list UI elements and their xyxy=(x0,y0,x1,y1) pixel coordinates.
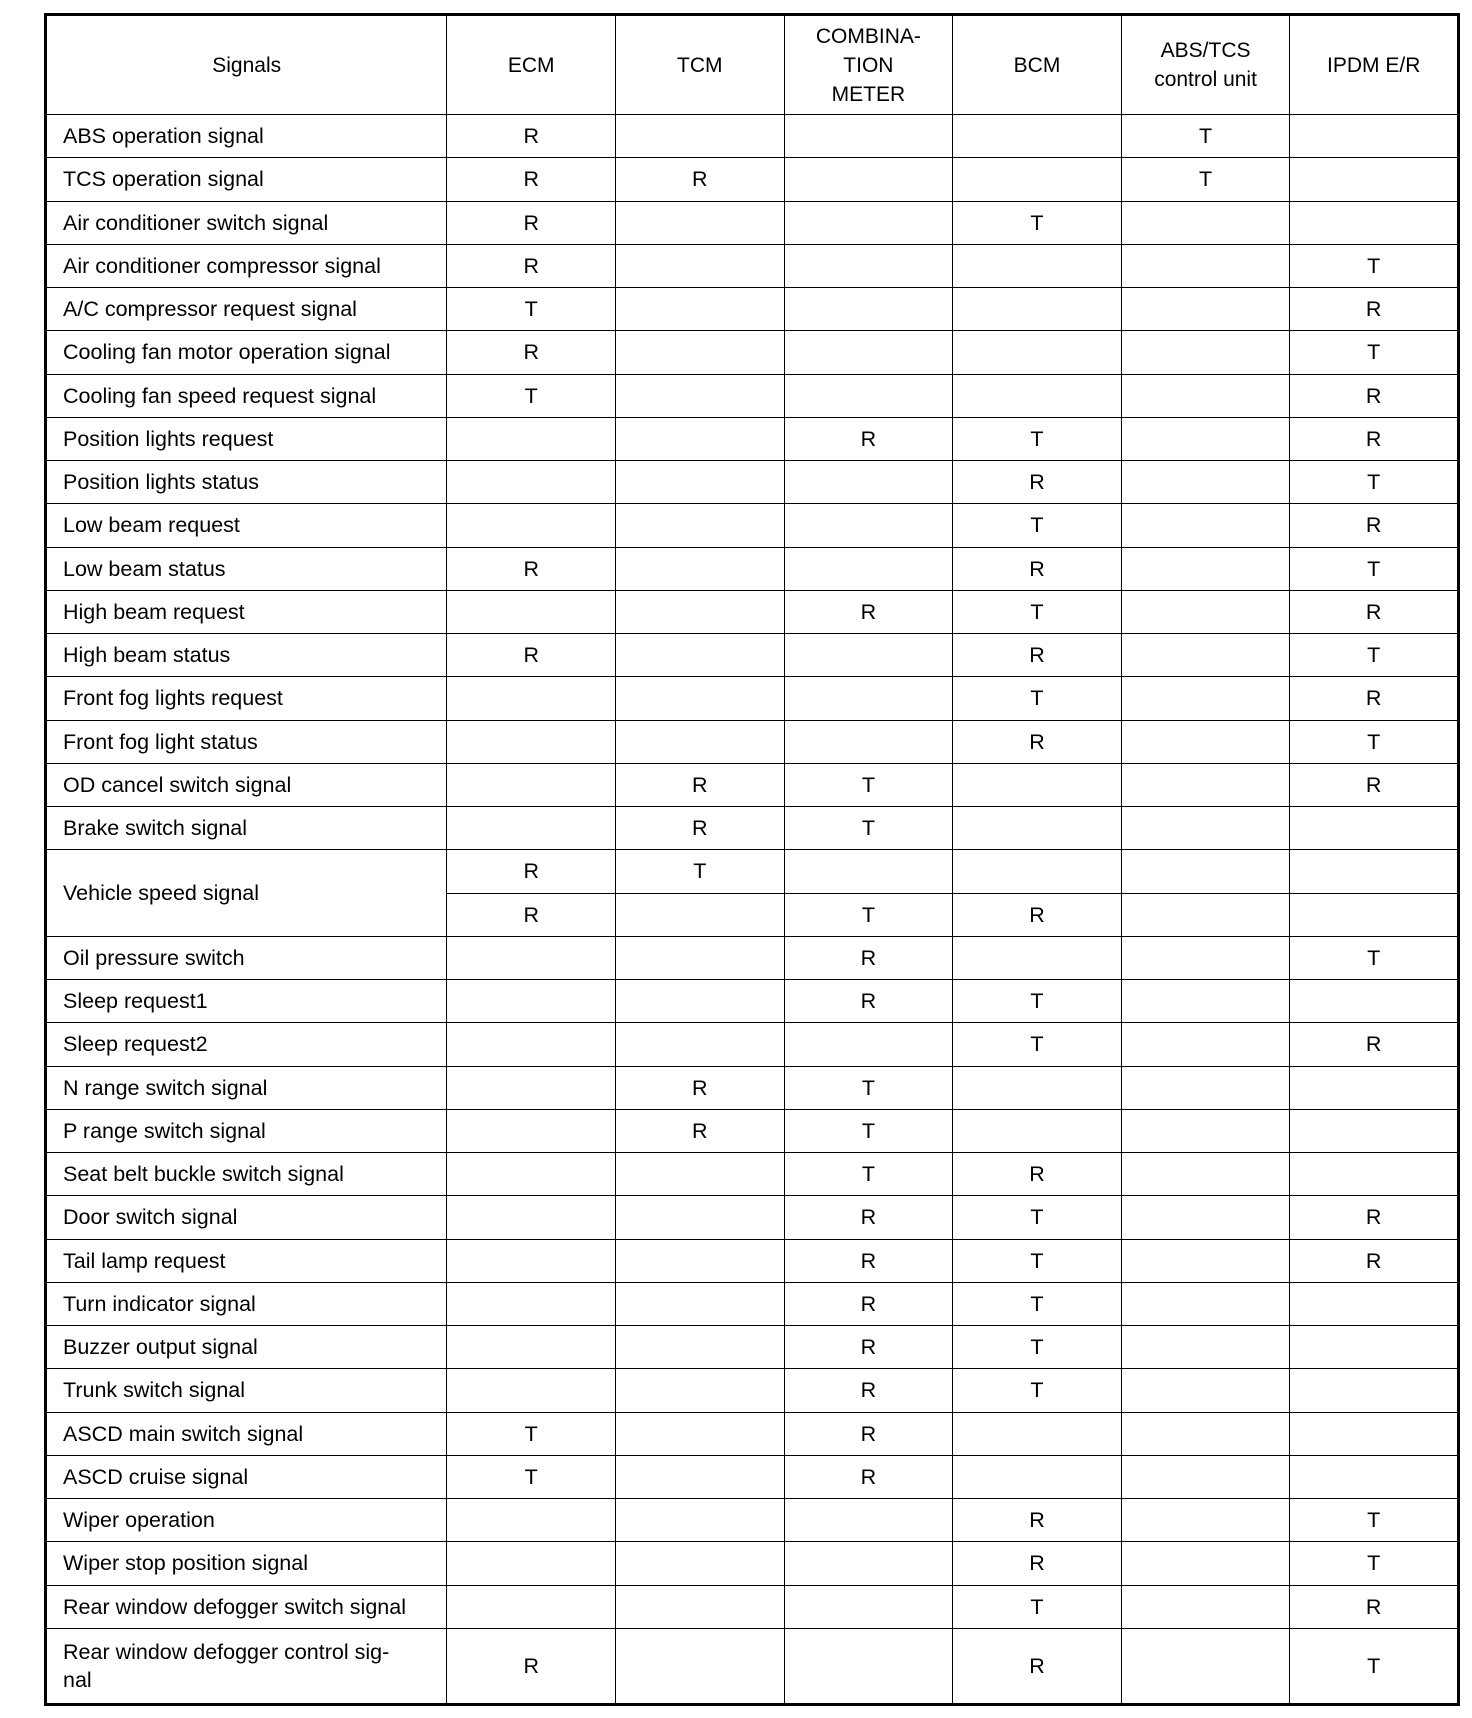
cell-tcm xyxy=(616,374,785,417)
cell-abs-tcs-control-unit xyxy=(1121,1326,1290,1369)
cell-abs-tcs-control-unit xyxy=(1121,1109,1290,1152)
cell-bcm xyxy=(953,936,1122,979)
header-bcm: BCM xyxy=(953,15,1122,115)
cell-ipdm-er: R xyxy=(1290,1196,1459,1239)
cell-bcm: T xyxy=(953,201,1122,244)
signal-name-cell: Air conditioner switch signal xyxy=(46,201,447,244)
cell-ecm: T xyxy=(447,1455,616,1498)
signal-name-cell: Cooling fan motor operation signal xyxy=(46,331,447,374)
table-row xyxy=(46,720,1459,763)
cell-abs-tcs-control-unit xyxy=(1121,1153,1290,1196)
signal-name-cell: Position lights request xyxy=(46,417,447,460)
cell-combination-meter xyxy=(784,1023,953,1066)
cell-abs-tcs-control-unit xyxy=(1121,374,1290,417)
table-row xyxy=(46,158,1459,201)
cell-combination-meter: R xyxy=(784,980,953,1023)
header-signals: Signals xyxy=(46,15,447,115)
table-body xyxy=(46,115,1459,1705)
cell-ipdm-er xyxy=(1290,893,1459,936)
cell-ecm: T xyxy=(447,288,616,331)
cell-tcm xyxy=(616,461,785,504)
cell-bcm xyxy=(953,1412,1122,1455)
cell-abs-tcs-control-unit xyxy=(1121,201,1290,244)
cell-tcm xyxy=(616,634,785,677)
cell-abs-tcs-control-unit xyxy=(1121,417,1290,460)
cell-ecm xyxy=(447,1153,616,1196)
cell-bcm: T xyxy=(953,1326,1122,1369)
cell-bcm: R xyxy=(953,461,1122,504)
signal-name-cell: Position lights status xyxy=(46,461,447,504)
signal-name-cell: Trunk switch signal xyxy=(46,1369,447,1412)
cell-ecm xyxy=(447,1326,616,1369)
cell-ipdm-er xyxy=(1290,1153,1459,1196)
cell-abs-tcs-control-unit xyxy=(1121,331,1290,374)
cell-abs-tcs-control-unit xyxy=(1121,936,1290,979)
cell-bcm: R xyxy=(953,1153,1122,1196)
table-row xyxy=(46,1282,1459,1325)
cell-ecm xyxy=(447,677,616,720)
cell-abs-tcs-control-unit: T xyxy=(1121,115,1290,158)
cell-ecm xyxy=(447,590,616,633)
cell-abs-tcs-control-unit xyxy=(1121,634,1290,677)
table-row xyxy=(46,417,1459,460)
cell-ipdm-er: T xyxy=(1290,1628,1459,1704)
cell-combination-meter xyxy=(784,504,953,547)
cell-tcm xyxy=(616,115,785,158)
cell-ipdm-er: R xyxy=(1290,677,1459,720)
cell-abs-tcs-control-unit xyxy=(1121,807,1290,850)
cell-ipdm-er: T xyxy=(1290,1499,1459,1542)
cell-ipdm-er xyxy=(1290,1066,1459,1109)
cell-ecm xyxy=(447,763,616,806)
cell-ecm xyxy=(447,504,616,547)
cell-combination-meter: R xyxy=(784,1326,953,1369)
cell-ecm: R xyxy=(447,115,616,158)
cell-tcm xyxy=(616,980,785,1023)
cell-tcm: R xyxy=(616,1066,785,1109)
cell-tcm xyxy=(616,244,785,287)
table-row xyxy=(46,115,1459,158)
header-combination-meter: COMBINA- TION METER xyxy=(784,15,953,115)
cell-ipdm-er xyxy=(1290,1326,1459,1369)
cell-bcm: R xyxy=(953,893,1122,936)
cell-bcm xyxy=(953,244,1122,287)
table-row xyxy=(46,1109,1459,1152)
cell-abs-tcs-control-unit: T xyxy=(1121,158,1290,201)
cell-tcm xyxy=(616,331,785,374)
cell-ipdm-er: R xyxy=(1290,763,1459,806)
cell-ecm xyxy=(447,461,616,504)
cell-ipdm-er: T xyxy=(1290,1542,1459,1585)
table-row xyxy=(46,1499,1459,1542)
cell-abs-tcs-control-unit xyxy=(1121,1585,1290,1628)
cell-bcm: T xyxy=(953,677,1122,720)
cell-combination-meter xyxy=(784,244,953,287)
table-row xyxy=(46,1585,1459,1628)
cell-abs-tcs-control-unit xyxy=(1121,1628,1290,1704)
table-row xyxy=(46,1326,1459,1369)
cell-ipdm-er xyxy=(1290,980,1459,1023)
cell-combination-meter: R xyxy=(784,417,953,460)
cell-bcm: T xyxy=(953,417,1122,460)
cell-combination-meter: R xyxy=(784,1282,953,1325)
cell-tcm xyxy=(616,1023,785,1066)
cell-ipdm-er xyxy=(1290,201,1459,244)
cell-tcm xyxy=(616,1542,785,1585)
cell-ipdm-er xyxy=(1290,158,1459,201)
header-abs-tcs-control-unit: ABS/TCS control unit xyxy=(1121,15,1290,115)
cell-combination-meter: T xyxy=(784,893,953,936)
cell-abs-tcs-control-unit xyxy=(1121,1499,1290,1542)
cell-tcm xyxy=(616,1239,785,1282)
cell-combination-meter: R xyxy=(784,1455,953,1498)
cell-ipdm-er: T xyxy=(1290,634,1459,677)
table-row xyxy=(46,201,1459,244)
table-row xyxy=(46,1239,1459,1282)
cell-tcm xyxy=(616,1585,785,1628)
cell-ecm xyxy=(447,720,616,763)
cell-ecm xyxy=(447,1109,616,1152)
cell-abs-tcs-control-unit xyxy=(1121,1066,1290,1109)
cell-combination-meter xyxy=(784,547,953,590)
cell-combination-meter: R xyxy=(784,936,953,979)
cell-abs-tcs-control-unit xyxy=(1121,1239,1290,1282)
cell-bcm: R xyxy=(953,1628,1122,1704)
cell-bcm xyxy=(953,331,1122,374)
table-row xyxy=(46,1542,1459,1585)
cell-bcm xyxy=(953,115,1122,158)
cell-ecm: R xyxy=(447,850,616,893)
cell-tcm xyxy=(616,288,785,331)
table-row xyxy=(46,1023,1459,1066)
cell-bcm xyxy=(953,158,1122,201)
table-row xyxy=(46,244,1459,287)
cell-ecm xyxy=(447,1585,616,1628)
cell-abs-tcs-control-unit xyxy=(1121,1412,1290,1455)
signal-name-cell: Sleep request1 xyxy=(46,980,447,1023)
cell-ipdm-er xyxy=(1290,807,1459,850)
cell-tcm xyxy=(616,1282,785,1325)
cell-ipdm-er: R xyxy=(1290,504,1459,547)
table-row xyxy=(46,634,1459,677)
signal-name-cell: High beam status xyxy=(46,634,447,677)
signal-name-cell: Turn indicator signal xyxy=(46,1282,447,1325)
cell-ecm xyxy=(447,1369,616,1412)
cell-ipdm-er xyxy=(1290,1369,1459,1412)
cell-tcm xyxy=(616,1196,785,1239)
header-row xyxy=(46,15,1459,115)
cell-ipdm-er: T xyxy=(1290,720,1459,763)
cell-bcm xyxy=(953,1066,1122,1109)
cell-ecm xyxy=(447,936,616,979)
signal-table xyxy=(44,13,1460,1706)
cell-bcm: T xyxy=(953,590,1122,633)
table-row xyxy=(46,936,1459,979)
header-ipdm-er: IPDM E/R xyxy=(1290,15,1459,115)
table-row xyxy=(46,590,1459,633)
cell-bcm: R xyxy=(953,1499,1122,1542)
cell-bcm xyxy=(953,1109,1122,1152)
cell-ecm: R xyxy=(447,244,616,287)
cell-combination-meter xyxy=(784,1499,953,1542)
cell-bcm: T xyxy=(953,504,1122,547)
table-row xyxy=(46,1628,1459,1704)
signal-name-cell: Low beam status xyxy=(46,547,447,590)
cell-ecm xyxy=(447,980,616,1023)
table-row xyxy=(46,547,1459,590)
cell-combination-meter xyxy=(784,1542,953,1585)
signal-name-cell: TCS operation signal xyxy=(46,158,447,201)
signal-name-cell: Rear window defogger control sig- nal xyxy=(46,1628,447,1704)
signal-name-cell: ASCD cruise signal xyxy=(46,1455,447,1498)
table-row xyxy=(46,1196,1459,1239)
cell-combination-meter xyxy=(784,201,953,244)
cell-ipdm-er: R xyxy=(1290,1585,1459,1628)
cell-tcm xyxy=(616,504,785,547)
signal-name-cell: Cooling fan speed request signal xyxy=(46,374,447,417)
cell-bcm xyxy=(953,374,1122,417)
cell-ecm xyxy=(447,417,616,460)
cell-ipdm-er: T xyxy=(1290,461,1459,504)
cell-abs-tcs-control-unit xyxy=(1121,1023,1290,1066)
cell-abs-tcs-control-unit xyxy=(1121,720,1290,763)
cell-bcm xyxy=(953,763,1122,806)
cell-bcm: R xyxy=(953,634,1122,677)
cell-ipdm-er: R xyxy=(1290,590,1459,633)
cell-ipdm-er: R xyxy=(1290,1023,1459,1066)
cell-ipdm-er: T xyxy=(1290,331,1459,374)
table-row xyxy=(46,374,1459,417)
table-row xyxy=(46,331,1459,374)
cell-combination-meter xyxy=(784,331,953,374)
signal-name-cell: A/C compressor request signal xyxy=(46,288,447,331)
signal-name-cell: Seat belt buckle switch signal xyxy=(46,1153,447,1196)
cell-combination-meter xyxy=(784,374,953,417)
signal-name-cell: Oil pressure switch xyxy=(46,936,447,979)
cell-tcm xyxy=(616,1326,785,1369)
cell-abs-tcs-control-unit xyxy=(1121,1369,1290,1412)
table-row xyxy=(46,763,1459,806)
cell-bcm: T xyxy=(953,1023,1122,1066)
signal-name-cell: N range switch signal xyxy=(46,1066,447,1109)
signal-name-cell: Brake switch signal xyxy=(46,807,447,850)
cell-ecm: R xyxy=(447,158,616,201)
cell-ecm xyxy=(447,1023,616,1066)
cell-abs-tcs-control-unit xyxy=(1121,590,1290,633)
cell-abs-tcs-control-unit xyxy=(1121,763,1290,806)
signal-name-cell: Wiper operation xyxy=(46,1499,447,1542)
cell-combination-meter: R xyxy=(784,1412,953,1455)
table-row xyxy=(46,980,1459,1023)
cell-ecm xyxy=(447,1066,616,1109)
cell-bcm: T xyxy=(953,1585,1122,1628)
table-row xyxy=(46,1412,1459,1455)
cell-combination-meter xyxy=(784,158,953,201)
cell-combination-meter: R xyxy=(784,1369,953,1412)
table-row xyxy=(46,850,1459,893)
cell-combination-meter xyxy=(784,115,953,158)
cell-ecm xyxy=(447,807,616,850)
cell-ecm xyxy=(447,1239,616,1282)
signal-name-cell: Sleep request2 xyxy=(46,1023,447,1066)
signal-name-cell: Vehicle speed signal xyxy=(46,850,447,937)
signal-name-cell: Door switch signal xyxy=(46,1196,447,1239)
cell-ipdm-er xyxy=(1290,1455,1459,1498)
cell-tcm xyxy=(616,677,785,720)
cell-ecm xyxy=(447,1196,616,1239)
header-ecm: ECM xyxy=(447,15,616,115)
cell-combination-meter: T xyxy=(784,763,953,806)
cell-ipdm-er: T xyxy=(1290,936,1459,979)
cell-ecm: R xyxy=(447,201,616,244)
table-row xyxy=(46,461,1459,504)
cell-combination-meter: T xyxy=(784,807,953,850)
cell-ecm: R xyxy=(447,634,616,677)
cell-combination-meter: R xyxy=(784,1239,953,1282)
cell-combination-meter xyxy=(784,1585,953,1628)
cell-tcm xyxy=(616,936,785,979)
cell-ipdm-er xyxy=(1290,850,1459,893)
cell-abs-tcs-control-unit xyxy=(1121,893,1290,936)
table-row xyxy=(46,807,1459,850)
signal-name-cell: Tail lamp request xyxy=(46,1239,447,1282)
cell-tcm xyxy=(616,547,785,590)
cell-abs-tcs-control-unit xyxy=(1121,1282,1290,1325)
cell-ipdm-er: R xyxy=(1290,417,1459,460)
cell-abs-tcs-control-unit xyxy=(1121,1196,1290,1239)
signal-name-cell: Rear window defogger switch signal xyxy=(46,1585,447,1628)
cell-tcm xyxy=(616,1153,785,1196)
table-row xyxy=(46,1369,1459,1412)
signal-name-cell: OD cancel switch signal xyxy=(46,763,447,806)
cell-bcm: T xyxy=(953,980,1122,1023)
signal-name-cell: ABS operation signal xyxy=(46,115,447,158)
cell-abs-tcs-control-unit xyxy=(1121,1455,1290,1498)
cell-combination-meter xyxy=(784,720,953,763)
signal-name-cell: ASCD main switch signal xyxy=(46,1412,447,1455)
cell-bcm: T xyxy=(953,1196,1122,1239)
signal-name-cell: Buzzer output signal xyxy=(46,1326,447,1369)
cell-combination-meter xyxy=(784,288,953,331)
cell-abs-tcs-control-unit xyxy=(1121,677,1290,720)
table-row xyxy=(46,288,1459,331)
cell-ecm xyxy=(447,1282,616,1325)
cell-combination-meter xyxy=(784,850,953,893)
cell-tcm xyxy=(616,893,785,936)
signal-name-cell: Front fog lights request xyxy=(46,677,447,720)
cell-ecm: R xyxy=(447,893,616,936)
cell-abs-tcs-control-unit xyxy=(1121,461,1290,504)
cell-ecm xyxy=(447,1499,616,1542)
cell-tcm xyxy=(616,1499,785,1542)
cell-ecm: T xyxy=(447,374,616,417)
cell-bcm: R xyxy=(953,547,1122,590)
cell-ipdm-er xyxy=(1290,1282,1459,1325)
cell-combination-meter: R xyxy=(784,590,953,633)
cell-ipdm-er: R xyxy=(1290,374,1459,417)
cell-ecm: R xyxy=(447,547,616,590)
cell-ipdm-er: R xyxy=(1290,1239,1459,1282)
cell-combination-meter xyxy=(784,1628,953,1704)
cell-ecm: T xyxy=(447,1412,616,1455)
table-row xyxy=(46,1455,1459,1498)
cell-tcm: R xyxy=(616,763,785,806)
cell-ipdm-er xyxy=(1290,1412,1459,1455)
cell-tcm xyxy=(616,1455,785,1498)
signal-name-cell: P range switch signal xyxy=(46,1109,447,1152)
cell-ipdm-er: R xyxy=(1290,288,1459,331)
cell-tcm: T xyxy=(616,850,785,893)
cell-bcm: R xyxy=(953,1542,1122,1585)
table-row xyxy=(46,504,1459,547)
cell-tcm: R xyxy=(616,158,785,201)
cell-tcm: R xyxy=(616,807,785,850)
cell-bcm: T xyxy=(953,1282,1122,1325)
signal-name-cell: Air conditioner compressor signal xyxy=(46,244,447,287)
cell-abs-tcs-control-unit xyxy=(1121,1542,1290,1585)
table-row xyxy=(46,677,1459,720)
cell-bcm: T xyxy=(953,1369,1122,1412)
signal-name-cell: Wiper stop position signal xyxy=(46,1542,447,1585)
cell-bcm xyxy=(953,288,1122,331)
cell-abs-tcs-control-unit xyxy=(1121,504,1290,547)
signal-name-cell: Low beam request xyxy=(46,504,447,547)
cell-combination-meter xyxy=(784,677,953,720)
cell-ipdm-er: T xyxy=(1290,244,1459,287)
cell-tcm xyxy=(616,201,785,244)
signal-name-cell: High beam request xyxy=(46,590,447,633)
cell-combination-meter xyxy=(784,461,953,504)
cell-abs-tcs-control-unit xyxy=(1121,288,1290,331)
cell-ipdm-er xyxy=(1290,115,1459,158)
cell-abs-tcs-control-unit xyxy=(1121,547,1290,590)
cell-ipdm-er xyxy=(1290,1109,1459,1152)
cell-tcm xyxy=(616,1369,785,1412)
cell-tcm xyxy=(616,1628,785,1704)
table-row xyxy=(46,1153,1459,1196)
cell-combination-meter xyxy=(784,634,953,677)
signal-name-cell: Front fog light status xyxy=(46,720,447,763)
cell-bcm xyxy=(953,1455,1122,1498)
cell-tcm xyxy=(616,1412,785,1455)
table-row xyxy=(46,1066,1459,1109)
cell-ipdm-er: T xyxy=(1290,547,1459,590)
cell-tcm: R xyxy=(616,1109,785,1152)
cell-bcm xyxy=(953,850,1122,893)
cell-abs-tcs-control-unit xyxy=(1121,980,1290,1023)
cell-bcm: R xyxy=(953,720,1122,763)
header-tcm: TCM xyxy=(616,15,785,115)
cell-ecm xyxy=(447,1542,616,1585)
cell-ecm: R xyxy=(447,1628,616,1704)
cell-combination-meter: T xyxy=(784,1066,953,1109)
cell-bcm: T xyxy=(953,1239,1122,1282)
cell-abs-tcs-control-unit xyxy=(1121,850,1290,893)
cell-combination-meter: T xyxy=(784,1153,953,1196)
cell-tcm xyxy=(616,590,785,633)
cell-tcm xyxy=(616,417,785,460)
cell-bcm xyxy=(953,807,1122,850)
cell-tcm xyxy=(616,720,785,763)
cell-ecm: R xyxy=(447,331,616,374)
cell-abs-tcs-control-unit xyxy=(1121,244,1290,287)
cell-combination-meter: T xyxy=(784,1109,953,1152)
cell-combination-meter: R xyxy=(784,1196,953,1239)
